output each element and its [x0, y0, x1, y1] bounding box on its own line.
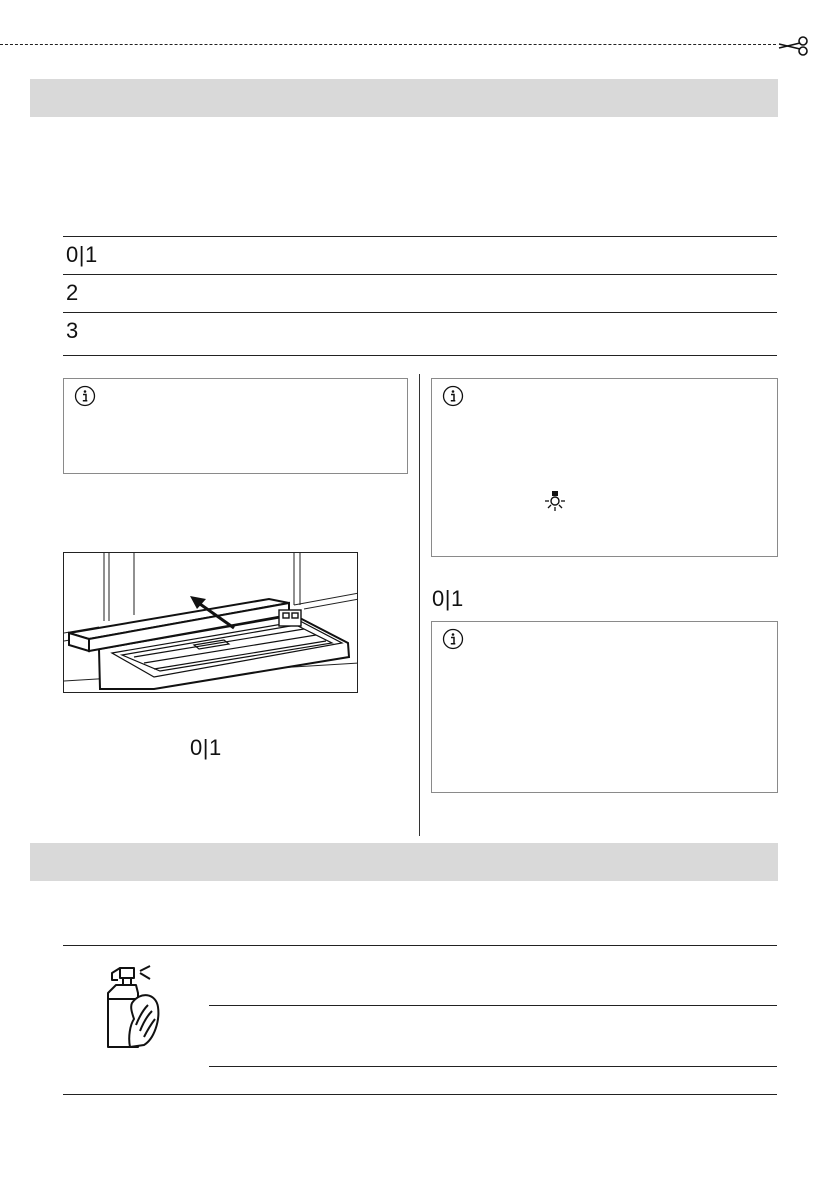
column-divider	[419, 374, 420, 836]
cleaning-table-rule-bottom	[63, 1094, 777, 1095]
cleaning-table-rule-top	[63, 945, 777, 946]
symbol-0-1: 0|1	[432, 586, 464, 611]
range-hood-pull-out-illustration	[64, 553, 358, 693]
cleaning-table-rule	[209, 1005, 777, 1006]
table-rule	[63, 274, 777, 275]
info-icon	[442, 628, 464, 650]
info-box-right-1	[431, 378, 778, 557]
info-box-right-2	[431, 621, 778, 793]
scissors-icon	[776, 36, 810, 56]
info-icon	[74, 385, 96, 407]
symbol-2: 2	[66, 280, 79, 305]
table-rule-top	[63, 236, 777, 237]
table-rule-bottom	[63, 355, 777, 356]
info-box-left	[63, 378, 408, 474]
section-band-2	[30, 843, 778, 881]
section-band-1	[30, 79, 778, 117]
symbol-0-1: 0|1	[190, 735, 222, 760]
symbol-3: 3	[66, 318, 79, 343]
light-bulb-icon	[543, 489, 567, 513]
range-hood-figure	[63, 552, 358, 693]
table-rule	[63, 312, 777, 313]
spray-cleaning-icon	[100, 965, 160, 1051]
info-icon	[442, 385, 464, 407]
cut-line	[0, 44, 776, 45]
symbol-0-1: 0|1	[66, 242, 98, 267]
cleaning-table-rule	[209, 1066, 777, 1067]
